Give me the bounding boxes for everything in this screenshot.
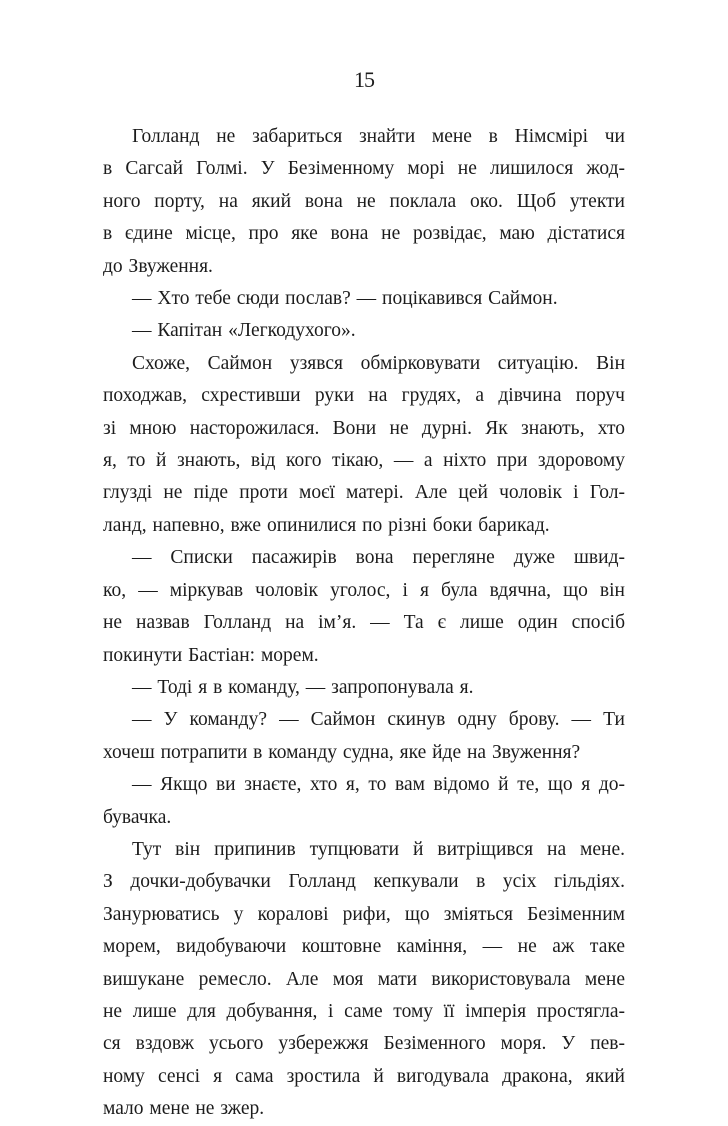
text-line: вишукане ремесло. Але моя мати використовувала мене xyxy=(103,968,625,990)
text-line: в Сагсай Голмі. У Безіменному морі не лишилося жод- xyxy=(103,158,625,180)
text-line: в єдине місце, про яке вона не розвідає, маю дістатися xyxy=(103,223,625,245)
text-line: глузді не піде проти моєї матері. Але цей чоловік і Гол- xyxy=(103,482,625,504)
text-line: — Хто тебе сюди послав? — поцікавився Саймон. xyxy=(132,288,558,310)
text-line: хочеш потрапити в команду судна, яке йде на Звуження? xyxy=(103,741,581,763)
text-line: морем, видобуваючи коштовне каміння, — не аж таке xyxy=(103,936,625,958)
text-line: Голланд не забариться знайти мене в Німсмірі чи xyxy=(132,126,625,147)
text-line: ся вздовж усього узбережжя Безіменного моря. У пев- xyxy=(103,1033,625,1055)
text-line: — Капітан «Легкодухого». xyxy=(132,320,356,342)
paragraph xyxy=(103,121,625,283)
text-line: не лише для добування, і саме тому її імперія простягла- xyxy=(103,1000,625,1022)
text-line: З дочки-добувачки Голланд кепкували в усіх гільдіях. xyxy=(103,871,625,893)
paragraph xyxy=(103,348,625,542)
text-line: ного порту, на який вона не поклала око. Щоб утекти xyxy=(103,190,625,212)
page-number: 15 xyxy=(354,67,374,92)
text-line: я, то й знають, від кого тікаю, — а ніхто при здоровому xyxy=(103,450,625,472)
text-line: ко, — міркував чоловік уголос, і я була вдячна, що він xyxy=(103,579,625,601)
book-text xyxy=(103,121,625,1126)
paragraph xyxy=(103,542,625,672)
text-line: — Списки пасажирів вона перегляне дуже швид- xyxy=(132,547,625,569)
paragraph xyxy=(103,834,625,1126)
text-line: ланд, напевно, вже опинилися по різні боки барикад. xyxy=(103,514,550,536)
text-line: бувачка. xyxy=(103,806,172,828)
text-line: Схоже, Саймон узявся обмірковувати ситуацію. Він xyxy=(132,352,625,374)
text-line: ному сенсі я сама зростила й вигодувала дракона, який xyxy=(103,1065,625,1087)
text-line: зі мною насторожилася. Вони не дурні. Як знають, хто xyxy=(103,417,625,439)
text-line: до Звуження. xyxy=(103,255,213,277)
text-line: мало мене не зжер. xyxy=(103,1098,265,1120)
text-line: — Якщо ви знаєте, хто я, то вам відомо й те, що я до- xyxy=(132,774,625,796)
text-line: покинути Бастіан: морем. xyxy=(103,644,319,666)
paragraph xyxy=(103,704,625,769)
text-line: не назвав Голланд на ім’я. — Та є лише один спосіб xyxy=(103,612,625,634)
paragraph xyxy=(103,672,625,704)
paragraph xyxy=(103,283,625,315)
text-line: — У команду? — Саймон скинув одну брову. — Ти xyxy=(132,709,625,731)
text-line: походжав, схрестивши руки на грудях, а дівчина поруч xyxy=(103,385,625,407)
paragraph xyxy=(103,315,625,347)
text-line: Тут він припинив тупцювати й витріщився на мене. xyxy=(132,838,625,860)
text-line: Занурюватись у коралові рифи, що зміяться Безіменним xyxy=(103,903,625,925)
paragraph xyxy=(103,769,625,834)
text-line: — Тоді я в команду, — запропонувала я. xyxy=(132,676,474,698)
